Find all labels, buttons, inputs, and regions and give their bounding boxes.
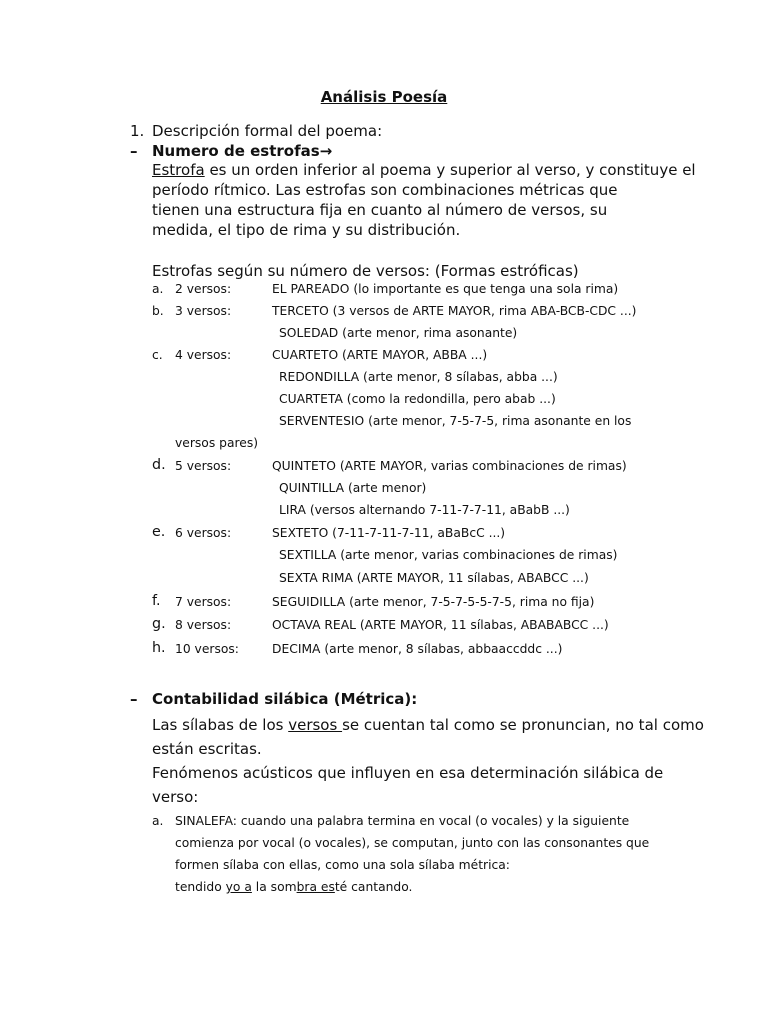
verse-count: 6 versos: — [175, 526, 232, 540]
list-letter: d. — [152, 457, 166, 473]
sinalefa-line: SINALEFA: cuando una palabra termina en vocal (o vocales) y la siguiente — [175, 814, 630, 828]
stanza-type: QUINTETO (ARTE MAYOR, varias combinaciones de rimas) — [272, 459, 627, 473]
stanza-type: LIRA (versos alternando 7-11-7-7-11, aBabB ...) — [279, 503, 570, 517]
estrofas-heading-text: Numero de estrofas — [152, 142, 320, 160]
stanza-type: SERVENTESIO (arte menor, 7-5-7-5, rima asonante en los — [279, 414, 632, 428]
example-underlined: yo a — [225, 880, 252, 894]
stanza-type: SEXTA RIMA (ARTE MAYOR, 11 sílabas, ABABCC ...) — [279, 571, 589, 585]
metrica-paragraph-line — [152, 716, 704, 734]
estrofa-paragraph-line: medida, el tipo de rima y su distribución. — [152, 221, 461, 239]
stanza-type: OCTAVA REAL (ARTE MAYOR, 11 sílabas, ABABABCC ...) — [272, 618, 609, 632]
list-letter: h. — [152, 640, 166, 656]
versos-link[interactable]: versos — [288, 716, 343, 734]
stanza-type: SOLEDAD (arte menor, rima asonante) — [279, 326, 518, 340]
section-label: Descripción formal del poema: — [152, 122, 383, 140]
stanza-type: EL PAREADO (lo importante es que tenga una sola rima) — [272, 282, 619, 296]
list-letter: g. — [152, 616, 166, 632]
estrofa-paragraph-line — [152, 161, 696, 179]
section-number: 1. — [130, 122, 145, 140]
list-letter: e. — [152, 524, 166, 540]
sinalefa-example — [175, 880, 412, 894]
estrofa-paragraph-line: tienen una estructura fija en cuanto al número de versos, su — [152, 201, 608, 219]
metrica-text: Las sílabas de los — [152, 716, 289, 734]
example-underlined: bra es — [296, 880, 335, 894]
stanza-type: CUARTETO (ARTE MAYOR, ABBA ...) — [272, 348, 488, 362]
verse-count: 8 versos: — [175, 618, 232, 632]
list-letter: a. — [152, 814, 164, 828]
example-text: la som — [251, 880, 297, 894]
estrofa-paragraph-line: período rítmico. Las estrofas son combinaciones métricas que — [152, 181, 618, 199]
metrica-paragraph-line: verso: — [152, 788, 199, 806]
stanza-type: QUINTILLA (arte menor) — [279, 481, 427, 495]
verse-count: 3 versos: — [175, 304, 232, 318]
list-letter: b. — [152, 304, 164, 318]
verse-count: 5 versos: — [175, 459, 232, 473]
estrofa-term-link[interactable]: Estrofa — [152, 161, 205, 179]
sinalefa-line: comienza por vocal (o vocales), se computan, junto con las consonantes que — [175, 836, 650, 850]
list-letter: c. — [152, 348, 163, 362]
list-letter: f. — [152, 593, 161, 609]
stanza-type: SEGUIDILLA (arte menor, 7-5-7-5-5-7-5, rima no fija) — [272, 595, 595, 609]
stanza-type: TERCETO (3 versos de ARTE MAYOR, rima ABA-BCB-CDC ...) — [272, 304, 637, 318]
forms-heading: Estrofas según su número de versos: (Formas estróficas) — [152, 262, 579, 280]
stanza-type: REDONDILLA (arte menor, 8 sílabas, abba ...) — [279, 370, 558, 384]
example-text: té cantando. — [334, 880, 413, 894]
example-text: tendido — [175, 880, 226, 894]
metrica-text: se cuentan tal como se pronuncian, no tal como — [342, 716, 704, 734]
estrofas-heading — [152, 142, 332, 160]
sinalefa-line: formen sílaba con ellas, como una sola sílaba métrica: — [175, 858, 510, 872]
page-title: Análisis Poesía — [320, 88, 448, 106]
estrofa-paragraph-text: es un orden inferior al poema y superior al verso, y constituye el — [204, 161, 696, 179]
verse-count: 4 versos: — [175, 348, 232, 362]
metrica-heading: Contabilidad silábica (Métrica): — [152, 690, 418, 708]
stanza-type: SEXTETO (7-11-7-11-7-11, aBaBcC ...) — [272, 526, 506, 540]
stanza-type: CUARTETA (como la redondilla, pero abab ...) — [279, 392, 556, 406]
list-letter: a. — [152, 282, 164, 296]
metrica-paragraph-line: Fenómenos acústicos que influyen en esa determinación silábica de — [152, 764, 664, 782]
stanza-type-wrap: versos pares) — [175, 436, 259, 450]
stanza-type: DECIMA (arte menor, 8 sílabas, abbaaccddc ...) — [272, 642, 563, 656]
verse-count: 7 versos: — [175, 595, 232, 609]
bullet-dash: – — [130, 142, 138, 160]
stanza-type: SEXTILLA (arte menor, varias combinaciones de rimas) — [279, 548, 618, 562]
bullet-dash: – — [130, 690, 138, 708]
metrica-paragraph-line: están escritas. — [152, 740, 262, 758]
verse-count: 2 versos: — [175, 282, 232, 296]
arrow-right-icon: → — [319, 142, 333, 160]
verse-count: 10 versos: — [175, 642, 239, 656]
